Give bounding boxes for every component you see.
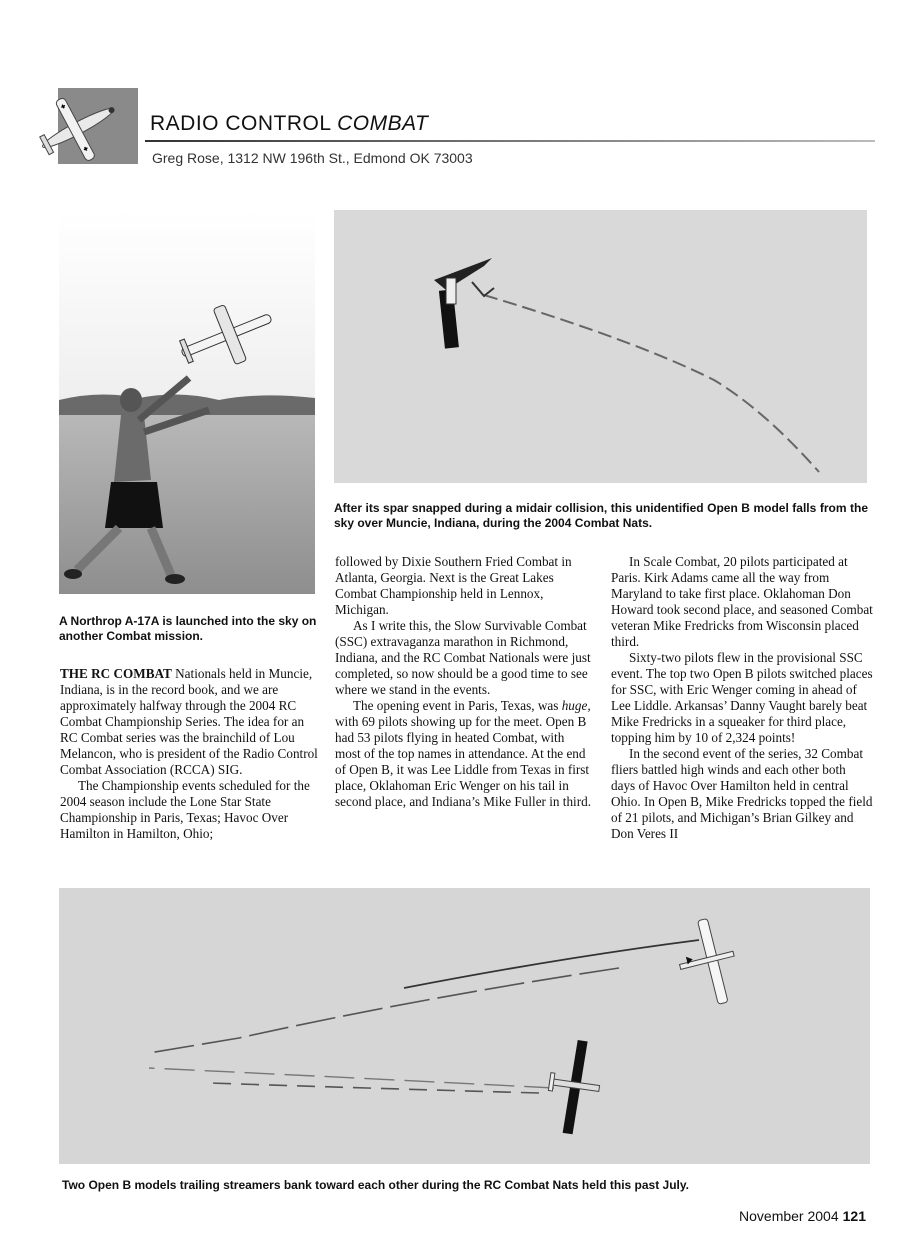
title-rule: [145, 140, 875, 142]
caption-bottom-photo: Two Open B models trailing streamers bank toward each other during the RC Combat Nats held this past July.: [62, 1178, 689, 1192]
caption-left-photo: A Northrop A-17A is launched into the sky on another Combat mission.: [59, 614, 317, 643]
article-col2-paragraph-2: As I write this, the Slow Survivable Combat (SSC) extravaganza marathon in Richmond, Indiana, and the RC Combat Nationals were just completed, so now should be a good time to see where we stand in the events.: [335, 618, 591, 697]
airplane-icon: [32, 88, 124, 164]
photo-two-models-streamers: [59, 888, 870, 1164]
article-column-1: [60, 666, 318, 842]
author-address: Greg Rose, 1312 NW 196th St., Edmond OK 73003: [152, 150, 473, 166]
article-col2-emphasis: huge,: [561, 698, 591, 713]
column-title-main: RADIO CONTROL: [150, 112, 331, 135]
column-logo-airplane: [58, 88, 138, 164]
article-col1-paragraph-1: Nationals held in Muncie, Indiana, is in the record book, and we are approximately halfway through the 2004 RC Combat Championship Series. The idea for an RC Combat series was the brainchild of Lou Melancon, who is president of the Radio Control Combat Association (RCCA) SIG.: [60, 666, 318, 777]
article-col3-paragraph-3: In the second event of the series, 32 Combat fliers battled high winds and each other both days of Havoc Over Hamilton held in central Ohio. In Open B, Mike Fredricks topped the field of 21 pilots, and Michigan’s Brian Gilkey and Don Veres II: [611, 746, 873, 841]
article-col3-paragraph-2: Sixty-two pilots flew in the provisional SSC event. The top two Open B pilots switched places for SSC, with Eric Wenger coming in ahead of Lee Liddle. Arkansas’ Danny Vaught barely beat Mike Fredricks in a squeaker for third place, topping him by 10 of 2,324 points!: [611, 650, 873, 745]
column-title: [150, 112, 428, 136]
caption-top-photo: After its spar snapped during a midair collision, this unidentified Open B model falls from the sky over Muncie, Indiana, during the 2004 Combat Nats.: [334, 501, 868, 530]
article-col3-paragraph-1: In Scale Combat, 20 pilots participated at Paris. Kirk Adams came all the way from Maryland to take first place. Oklahoman Don Howard took second place, and seasoned Combat veteran Mike Fredricks from Wisconsin placed third.: [611, 554, 873, 649]
article-column-2: [335, 554, 593, 810]
page-footer: [739, 1208, 866, 1224]
article-col1-paragraph-2: The Championship events scheduled for the 2004 season include the Lone Star State Championship in Paris, Texas; Havoc Over Hamilton in Hamilton, Ohio;: [60, 778, 310, 841]
article-col2-paragraph-1: followed by Dixie Southern Fried Combat in Atlanta, Georgia. Next is the Great Lakes Combat Championship held in Lennox, Michigan.: [335, 554, 572, 617]
article-col2-paragraph-3b: with 69 pilots showing up for the meet. Open B had 53 pilots flying in heated Combat, with most of the top names in attendance. At the end of Open B, it was Lee Liddle from Texas in first place, Oklahoman Eric Wenger on his tail in second place, and Indiana’s Mike Fuller in third.: [335, 714, 591, 809]
page-number: 121: [842, 1208, 866, 1224]
article-column-3: [611, 554, 873, 842]
article-col2-paragraph-3a: The opening event in Paris, Texas, was: [353, 698, 562, 713]
issue-date: November 2004: [739, 1208, 839, 1224]
article-lead-in: THE RC COMBAT: [60, 666, 172, 681]
column-title-italic: COMBAT: [337, 112, 429, 135]
photo-falling-model: [334, 210, 867, 483]
photo-pilot-launch: [59, 210, 315, 594]
